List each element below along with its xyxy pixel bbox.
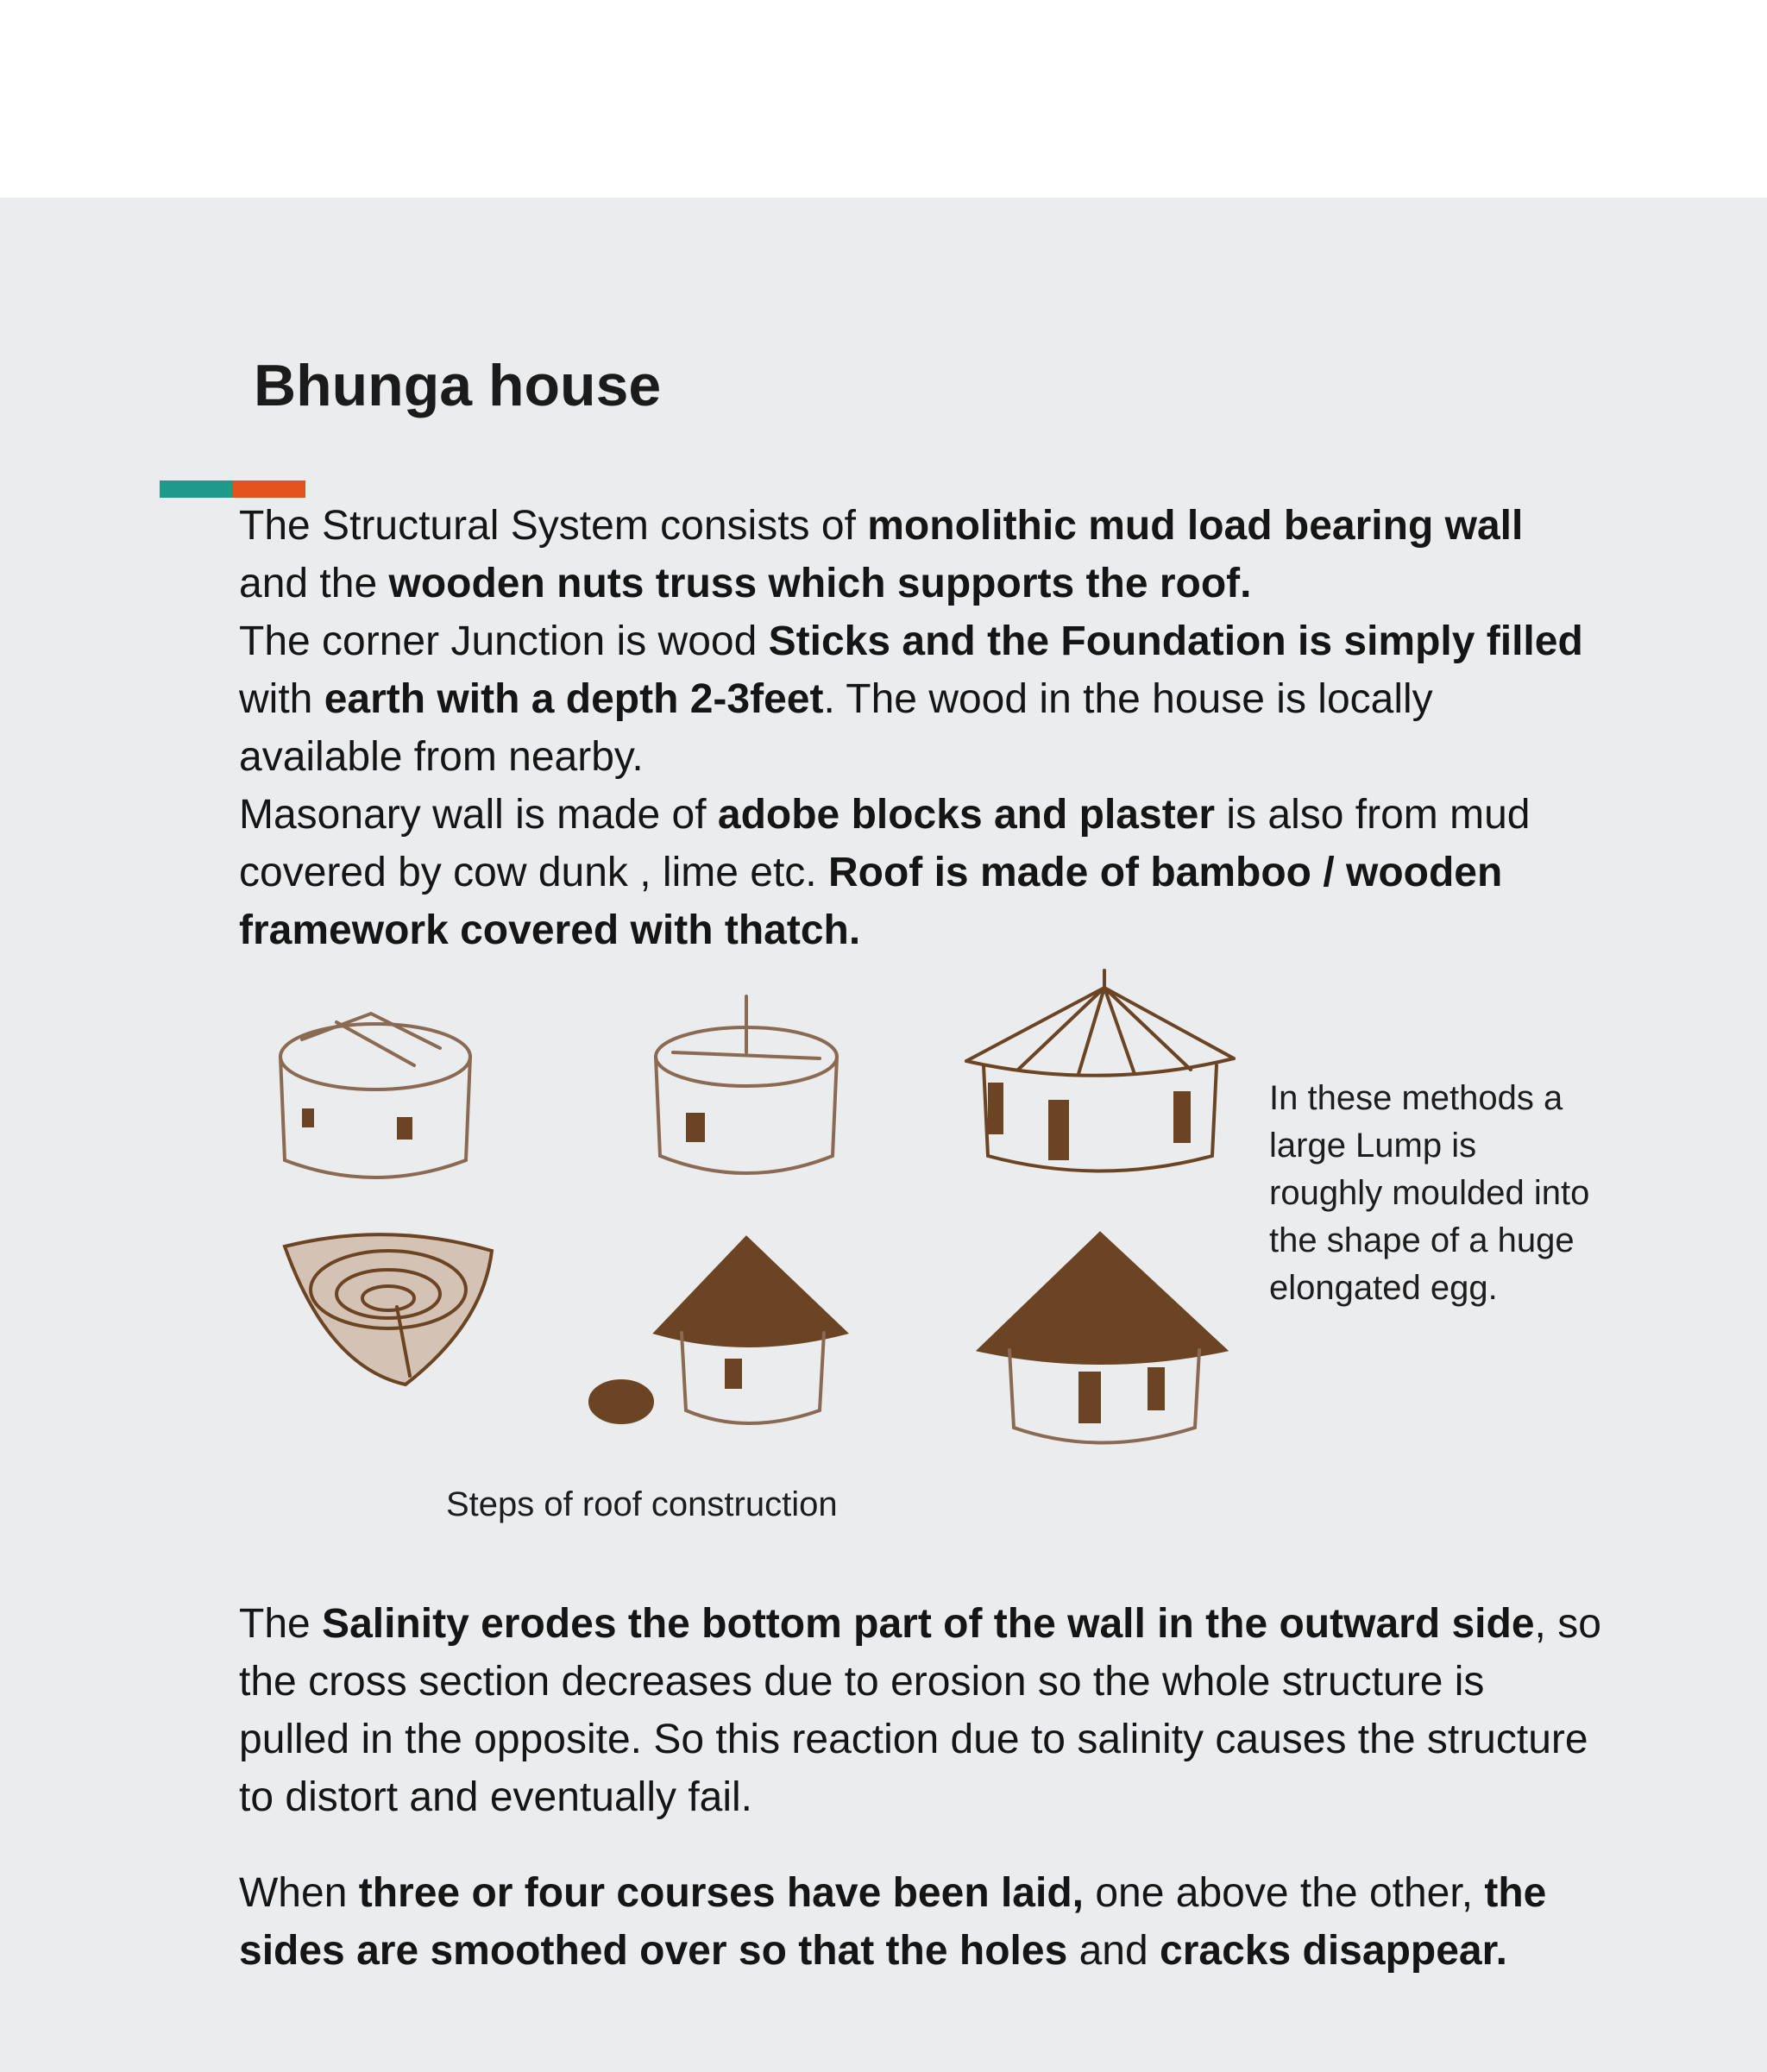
sketch-step-2 <box>656 996 837 1173</box>
sketch-step-6 <box>979 1234 1225 1443</box>
sketch-step-1 <box>280 1014 470 1177</box>
accent-bar-orange <box>233 480 305 498</box>
roof-construction-figure <box>267 962 1242 1479</box>
courses-paragraph: When three or four courses have been laid, one above the other, the sides are smoothed over so that the holes and cracks disappear. <box>239 1870 1547 1974</box>
sketch-step-4 <box>285 1234 492 1384</box>
sketch-step-3 <box>966 970 1234 1171</box>
figure-caption: Steps of roof construction <box>446 1485 838 1523</box>
sketch-step-5 <box>590 1238 846 1423</box>
accent-bar-teal <box>160 480 234 498</box>
salinity-paragraph: The Salinity erodes the bottom part of the wall in the outward side, so the cross section decreases due to erosion so the whole structure is pulled in the opposite. So this reaction due to salinity causes the structure to distort and eventually fail. <box>239 1601 1601 1820</box>
structural-system-paragraph: The Structural System consists of monolithic mud load bearing wall and the wooden nuts truss which supports the roof. The corner Junction is wood Sticks and the Foundation is simply filled with earth with a depth 2-3feet. The wood in the house is locally available from nearby. Masonary wall is made of adobe blocks and plaster is also from mud covered by cow dunk , lime etc. Roof is made of bamboo / wooden framework covered with thatch. <box>239 503 1583 953</box>
page-title: Bhunga house <box>254 353 662 418</box>
roof-construction-sketches <box>267 962 1242 1479</box>
figure-side-note: In these methods a large Lump is roughly moulded into the shape of a huge elongated egg. <box>1269 1079 1590 1307</box>
